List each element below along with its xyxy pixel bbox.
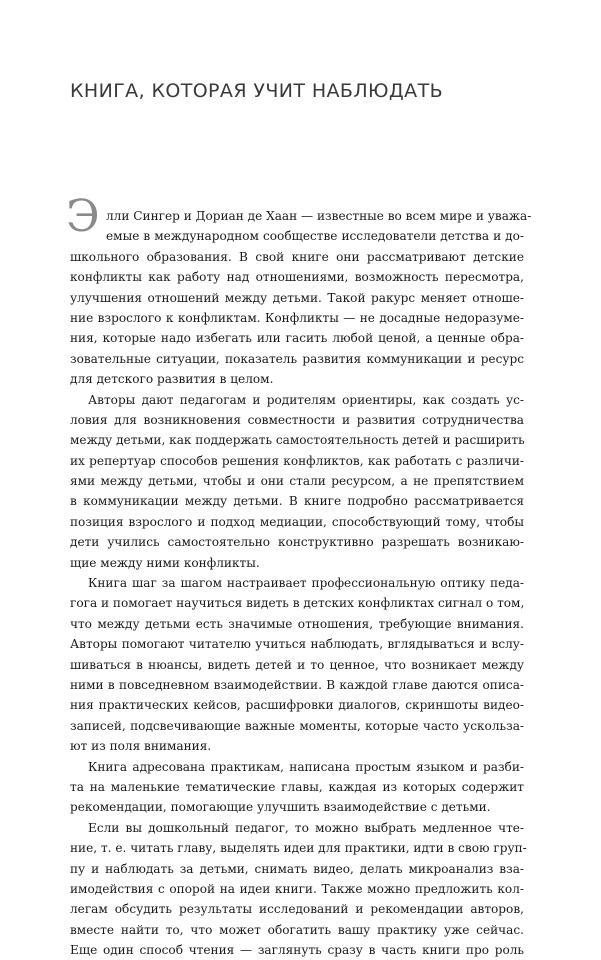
text-line: вместе найти то, что может обогатить вашу практику уже сейчас. <box>70 922 524 937</box>
text-line: Еще один способ чтения — заглянуть сразу в часть книги про роль <box>70 943 524 958</box>
text-line: ние взрослого к конфликтам. Конфликты — не досадные недоразуме- <box>70 310 524 325</box>
text-line: ними в повседневном взаимодействии. В каждой главе даются описа- <box>70 677 524 692</box>
text-line: ния, которые надо избегать или гасить любой ценой, а ценные обра- <box>70 331 524 346</box>
text-line: школьного образования. В свой книге они рассматривают детские <box>70 249 524 264</box>
text-line: улучшения отношений между детьми. Такой ракурс меняет отноше- <box>70 290 524 305</box>
text-line: что между детьми есть значимые отношения, требующие внимания. <box>70 616 524 631</box>
text-line: в коммуникации между детьми. В книге подробно рассматривается <box>70 494 524 509</box>
text-line: ями между детьми, чтобы и они стали ресурсом, а не препятствием <box>70 474 524 489</box>
text-line: дети учились самостоятельно конструктивно разрешать возникаю- <box>70 535 524 550</box>
text-line: легам обсудить результаты исследований и рекомендации авторов, <box>70 902 524 917</box>
text-line: Книга шаг за шагом настраивает профессиональную оптику педа- <box>88 576 524 591</box>
text-line: ют из поля внимания. <box>70 739 212 754</box>
text-line: Авторы дают педагогам и родителям ориентиры, как создать ус- <box>88 392 524 407</box>
text-line: ловия для возникновения совместности и развития сотрудничества <box>70 412 524 427</box>
text-line: записей, подсвечивающие важные моменты, которые часто ускольза- <box>70 718 524 733</box>
drop-cap: Э <box>66 191 100 242</box>
text-line: пу и наблюдать за детьми, снимать видео, делать микроанализ вза- <box>70 861 524 876</box>
text-line: между детьми, как поддержать самостоятельность детей и расширить <box>70 433 525 448</box>
text-line: щие между ними конфликты. <box>70 555 260 570</box>
text-line: имодействия с опорой на идеи книги. Также можно предложить кол- <box>70 881 524 896</box>
text-line: Авторы помогают читателю учиться наблюдать, вглядываться и вслу- <box>70 637 524 652</box>
text-line: позиция взрослого и подход медиации, способствующий тому, чтобы <box>70 514 524 529</box>
text-line: та на маленькие тематические главы, каждая из которых содержит <box>70 779 524 794</box>
text-line: конфликты как работу над отношениями, возможность пересмотра, <box>70 270 524 285</box>
text-line: рекомендации, помогающие улучшить взаимодействие с детьми. <box>70 800 491 815</box>
text-line: их репертуар способов решения конфликтов, как работать с различи- <box>70 453 524 468</box>
text-line: емые в международном сообществе исследователи детства и до- <box>106 229 524 244</box>
text-line: ния практических кейсов, расшифровки диалогов, скриншоты видео- <box>70 698 524 713</box>
text-line: лли Сингер и Дориан де Хаан — известные во всем мире и уважа- <box>106 209 532 223</box>
text-line: для детского развития в целом. <box>70 372 274 387</box>
text-line: Книга адресована практикам, написана простым языком и разби- <box>88 759 524 774</box>
text-line: гога и помогает научиться видеть в детских конфликтах сигнал о том, <box>70 596 525 611</box>
text-line: зовательные ситуации, показатель развития коммуникации и ресурс <box>70 351 524 366</box>
body-text <box>70 206 532 960</box>
text-line: шиваться в нюансы, видеть детей и то ценное, что возникает между <box>70 657 524 672</box>
text-line: ние, т. е. читать главу, выделять идеи для практики, идти в свою груп- <box>70 841 527 856</box>
page-title: КНИГА, КОТОРАЯ УЧИТ НАБЛЮДАТЬ <box>70 80 444 102</box>
text-line: Если вы дошкольный педагог, то можно выбрать медленное чте- <box>88 820 524 835</box>
